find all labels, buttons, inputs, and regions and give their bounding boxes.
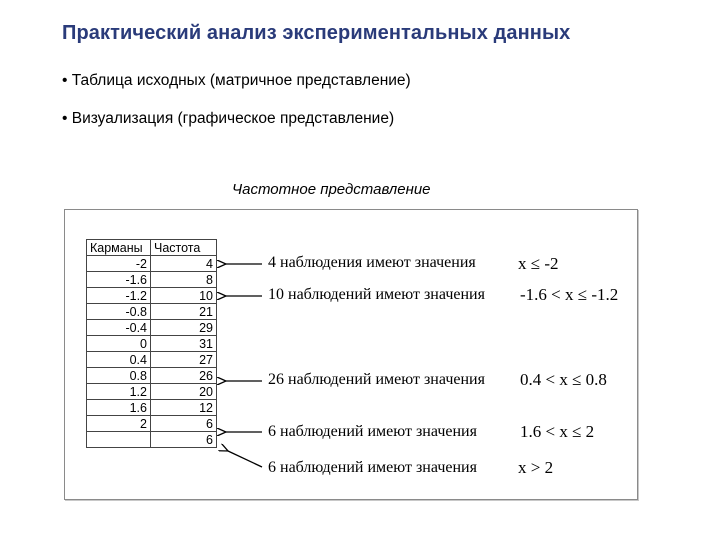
bullet-matrix-table: • Таблица исходных (матричное представление) [62, 72, 411, 89]
figure-subtitle: Частотное представление [232, 181, 431, 198]
bin-cell: -1.2 [87, 288, 151, 304]
frequency-cell: 8 [151, 272, 217, 288]
table-row [87, 304, 217, 320]
table-row [87, 272, 217, 288]
annotation-text-3: 26 наблюдений имеют значения [268, 371, 485, 388]
bin-cell: 1.2 [87, 384, 151, 400]
frequency-cell: 10 [151, 288, 217, 304]
bin-cell: -2 [87, 256, 151, 272]
bin-cell [87, 432, 151, 448]
annotation-condition-2: -1.6 < x ≤ -1.2 [520, 285, 619, 304]
table-row [87, 384, 217, 400]
table-row [87, 256, 217, 272]
table-row [87, 432, 217, 448]
table-row [87, 336, 217, 352]
annotation-condition-3: 0.4 < x ≤ 0.8 [520, 370, 607, 389]
table-row [87, 320, 217, 336]
table-row [87, 416, 217, 432]
bin-cell: 1.6 [87, 400, 151, 416]
table-row [87, 352, 217, 368]
table-row [87, 400, 217, 416]
frequency-cell: 21 [151, 304, 217, 320]
table-row [87, 288, 217, 304]
frequency-cell: 20 [151, 384, 217, 400]
bullet-visualization: • Визуализация (графическое представление) [62, 110, 395, 127]
header-bins: Карманы [87, 240, 151, 256]
frequency-cell: 31 [151, 336, 217, 352]
annotation-text-4: 6 наблюдений имеют значения [268, 423, 477, 440]
header-frequency: Частота [151, 240, 217, 256]
bin-cell: 0 [87, 336, 151, 352]
frequency-cell: 27 [151, 352, 217, 368]
annotation-condition-4: 1.6 < x ≤ 2 [520, 422, 595, 441]
annotation-text-5: 6 наблюдений имеют значения [268, 459, 477, 476]
annotation-text-1: 4 наблюдения имеют значения [268, 254, 476, 271]
frequency-cell: 6 [151, 432, 217, 448]
frequency-cell: 26 [151, 368, 217, 384]
bin-cell: 0.4 [87, 352, 151, 368]
bin-cell: -0.8 [87, 304, 151, 320]
slide-title: Практический анализ экспериментальных данных [62, 22, 571, 44]
annotation-condition-5: x > 2 [518, 458, 554, 477]
frequency-cell: 6 [151, 416, 217, 432]
frequency-cell: 4 [151, 256, 217, 272]
bin-cell: -1.6 [87, 272, 151, 288]
table-row [87, 368, 217, 384]
frequency-table [86, 239, 217, 448]
bin-cell: 2 [87, 416, 151, 432]
frequency-cell: 12 [151, 400, 217, 416]
frequency-cell: 29 [151, 320, 217, 336]
annotation-text-2: 10 наблюдений имеют значения [268, 286, 485, 303]
table-header-row [87, 240, 217, 256]
annotation-condition-1: x ≤ -2 [518, 254, 559, 273]
bin-cell: -0.4 [87, 320, 151, 336]
bin-cell: 0.8 [87, 368, 151, 384]
